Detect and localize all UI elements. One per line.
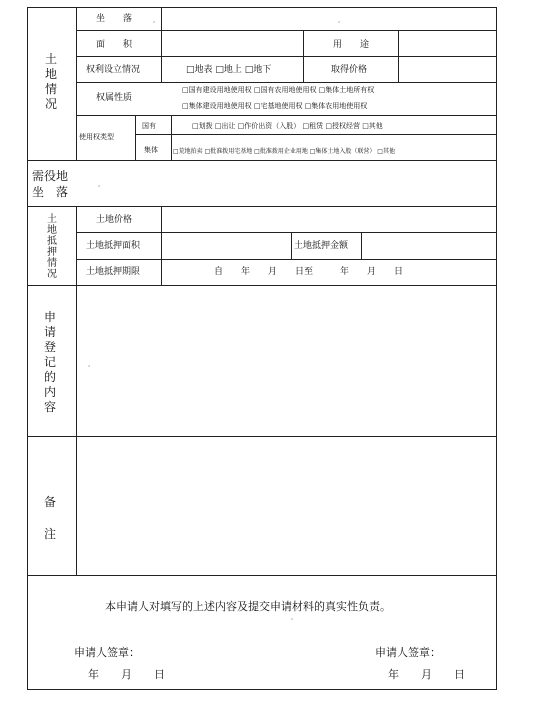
rule	[291, 232, 292, 259]
rule	[28, 436, 496, 437]
signer-right-label: 申请人签章：	[375, 646, 441, 659]
rule	[171, 115, 172, 160]
price-obtained-label: 取得价格	[331, 65, 368, 75]
ownership-label: 权属性质	[96, 93, 133, 103]
rule	[135, 134, 496, 135]
mortgage-period-value: 自 年 月 日至 年 月 日	[214, 267, 404, 277]
paragraph-mark: ,	[98, 180, 101, 188]
mortgage-section-title: 土地抵押情况	[47, 214, 57, 280]
date-left: 年 月 日	[88, 668, 165, 681]
ownership-options-row1: □国有建设用地使用权 □国有农用地使用权 □集体土地所有权	[182, 86, 375, 94]
right-setting-label: 权利设立情况	[86, 65, 141, 75]
rule	[28, 206, 496, 207]
rule	[76, 232, 496, 233]
rule	[76, 115, 496, 116]
registration-form	[27, 7, 497, 690]
mortgage-price-label: 土地价格	[96, 215, 133, 225]
rule	[398, 30, 399, 82]
rule	[161, 8, 162, 82]
rule	[76, 82, 496, 83]
application-section-title: 申请登记的内容	[43, 310, 56, 414]
state-owned-label: 国有	[142, 122, 156, 130]
rule	[76, 56, 496, 57]
rule	[161, 206, 162, 285]
declaration-statement: 本申请人对填写的上述内容及提交申请材料的真实性负责。	[105, 600, 391, 613]
rule	[76, 259, 496, 260]
ownership-options-row2: □集体建设用地使用权 □宅基地使用权 □集体农用地使用权	[182, 102, 368, 110]
servient-title-line1: 需役地	[32, 169, 69, 183]
rule	[28, 575, 496, 576]
signer-left-label: 申请人签章：	[74, 646, 140, 659]
date-right: 年 月 日	[388, 668, 465, 681]
paragraph-mark: ,	[153, 16, 156, 24]
right-setting-options: □地表 □地上 □地下	[186, 65, 272, 75]
land-section-title: 土地情况	[44, 52, 57, 111]
rule	[76, 206, 77, 575]
rule	[361, 232, 362, 259]
area-label: 面 积	[96, 40, 133, 50]
mortgage-period-label: 土地抵押期限	[86, 267, 141, 277]
mortgage-amount-label: 土地抵押金额	[294, 241, 349, 251]
paragraph-mark: ,	[338, 16, 341, 24]
servient-title-line2: 坐 落	[32, 185, 69, 199]
collective-label: 集体	[144, 146, 158, 154]
rule	[135, 115, 136, 160]
collective-options: □荒地拍卖 □批准拨用宅基地 □批准拨用企业用地 □集体土地入股（联营） □其他	[173, 148, 395, 155]
location-label: 坐 落	[96, 14, 133, 24]
rule	[28, 160, 496, 161]
rule	[76, 8, 77, 160]
rule	[28, 285, 496, 286]
rule	[76, 30, 496, 31]
rule	[303, 30, 304, 82]
mortgage-area-label: 土地抵押面积	[86, 241, 141, 251]
use-label: 用 途	[333, 40, 370, 50]
state-owned-options: □划拨 □出让 □作价出资（入股） □租赁 □授权经营 □其他	[192, 122, 383, 130]
use-type-label: 使用权类型	[79, 133, 114, 141]
paragraph-mark: ,	[291, 613, 294, 621]
remarks-section-title: 备注	[43, 495, 56, 541]
paragraph-mark: ,	[88, 360, 91, 368]
